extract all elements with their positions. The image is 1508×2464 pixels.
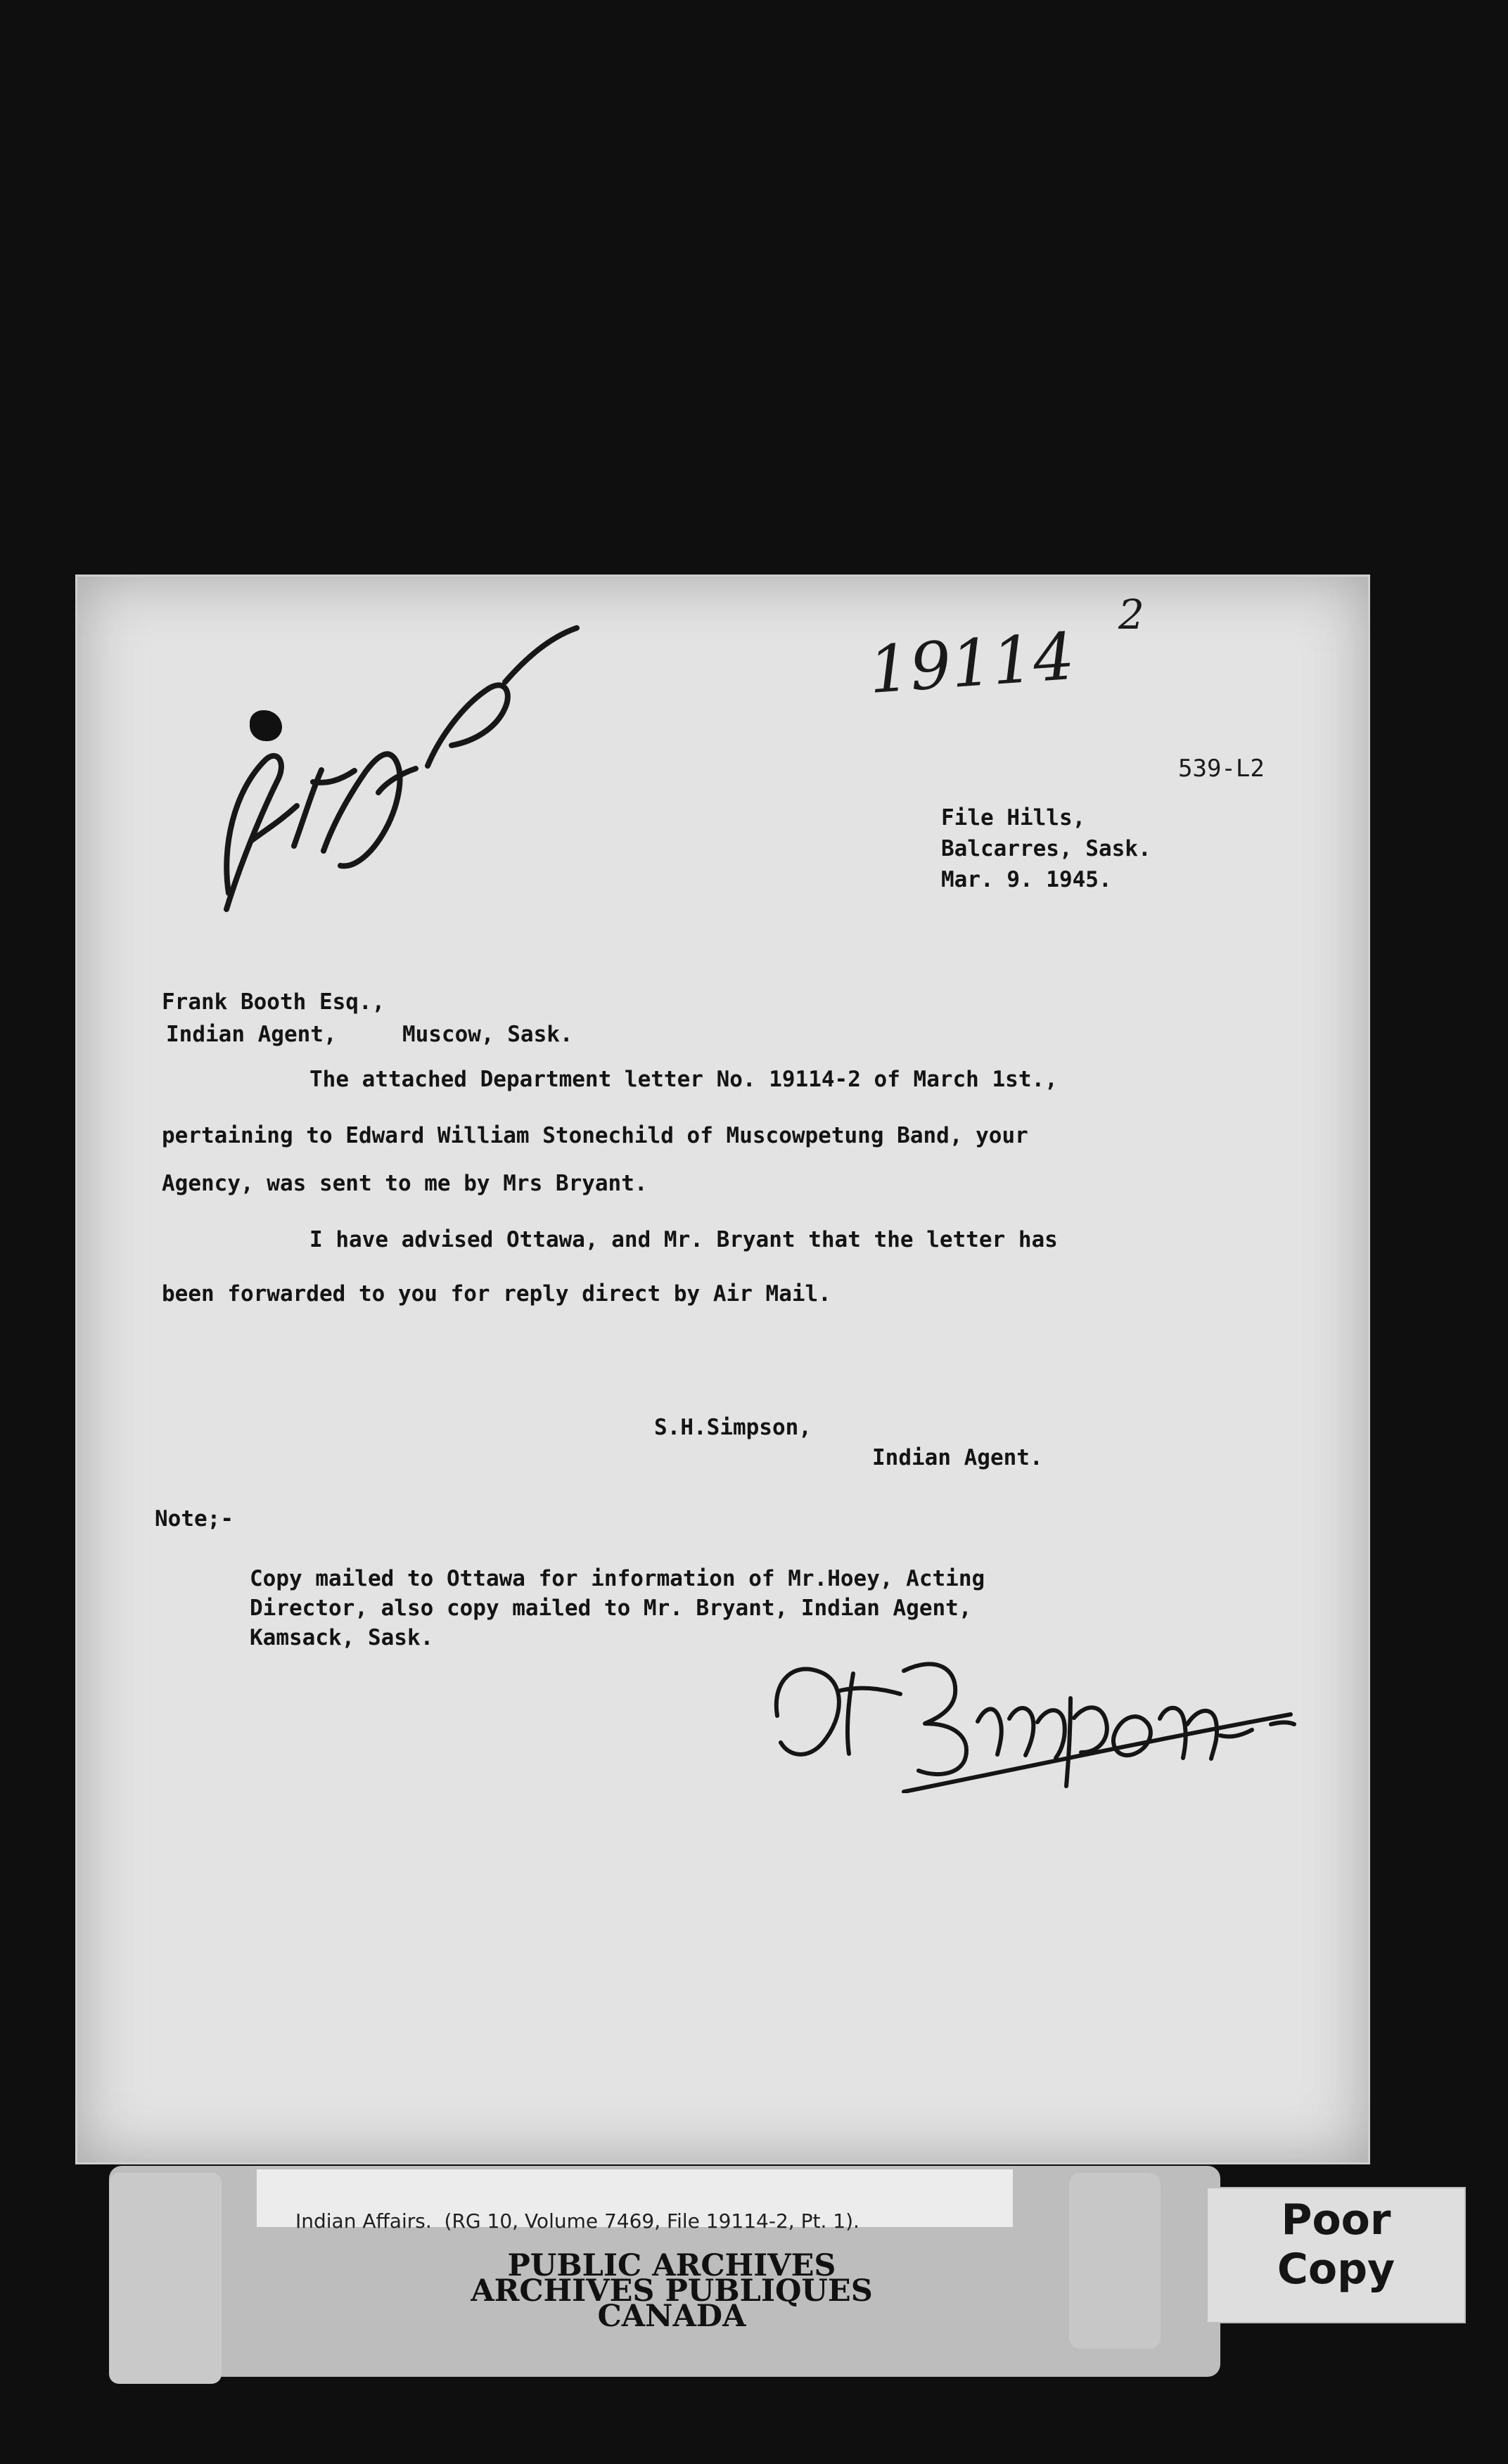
body-line-4: I have advised Ottawa, and Mr. Bryant that the letter has: [309, 1227, 1058, 1252]
letter-date: Mar. 9. 1945.: [941, 867, 1112, 892]
body-line-3: Agency, was sent to me by Mrs Bryant.: [162, 1171, 648, 1196]
archive-stamp: [320, 2248, 1023, 2334]
archive-line-2: ARCHIVES PUBLIQUES: [471, 2273, 873, 2309]
body-line-2: pertaining to Edward William Stonechild of Muscowpetung Band, your: [162, 1123, 1028, 1148]
archive-line-1: PUBLIC ARCHIVES: [507, 2248, 836, 2283]
body-line-5: been forwarded to you for reply direct by Air Mail.: [162, 1281, 831, 1307]
signer-title: Indian Agent.: [872, 1445, 1043, 1470]
reference-number: 539-L2: [1178, 755, 1265, 783]
handwritten-annotation: [204, 615, 598, 946]
recipient-line-2: Indian Agent, Muscow, Sask.: [166, 1022, 573, 1047]
note-line-2: Director, also copy mailed to Mr. Bryant, Indian Agent,: [250, 1596, 972, 1621]
note-line-3: Kamsack, Sask.: [250, 1625, 434, 1650]
right-tab: [1069, 2173, 1161, 2349]
poor-copy-line-2: Copy: [1277, 2245, 1395, 2294]
signer-name: S.H.Simpson,: [654, 1415, 812, 1440]
note-label: Note;-: [155, 1506, 234, 1532]
handwritten-top-mark: 2: [1118, 591, 1144, 639]
archive-citation: Indian Affairs. (RG 10, Volume 7469, File 19114-2, Pt. 1).: [295, 2209, 860, 2233]
handwritten-file-number: 19114: [866, 618, 1078, 709]
note-line-1: Copy mailed to Ottawa for information of Mr.Hoey, Acting: [250, 1566, 985, 1591]
body-line-1: The attached Department letter No. 19114-2 of March 1st.,: [309, 1067, 1058, 1092]
sender-address-line-1: File Hills,: [941, 805, 1086, 830]
sender-address-line-2: Balcarres, Sask.: [941, 836, 1151, 861]
poor-copy-line-1: Poor: [1281, 2195, 1391, 2245]
archive-line-3: CANADA: [597, 2299, 746, 2334]
letter-sheet: [77, 577, 1368, 2162]
recipient-line-1: Frank Booth Esq.,: [162, 989, 385, 1015]
handwritten-signature: [756, 1631, 1319, 1793]
poor-copy-label: [1206, 2187, 1466, 2323]
left-tab: [109, 2173, 222, 2384]
